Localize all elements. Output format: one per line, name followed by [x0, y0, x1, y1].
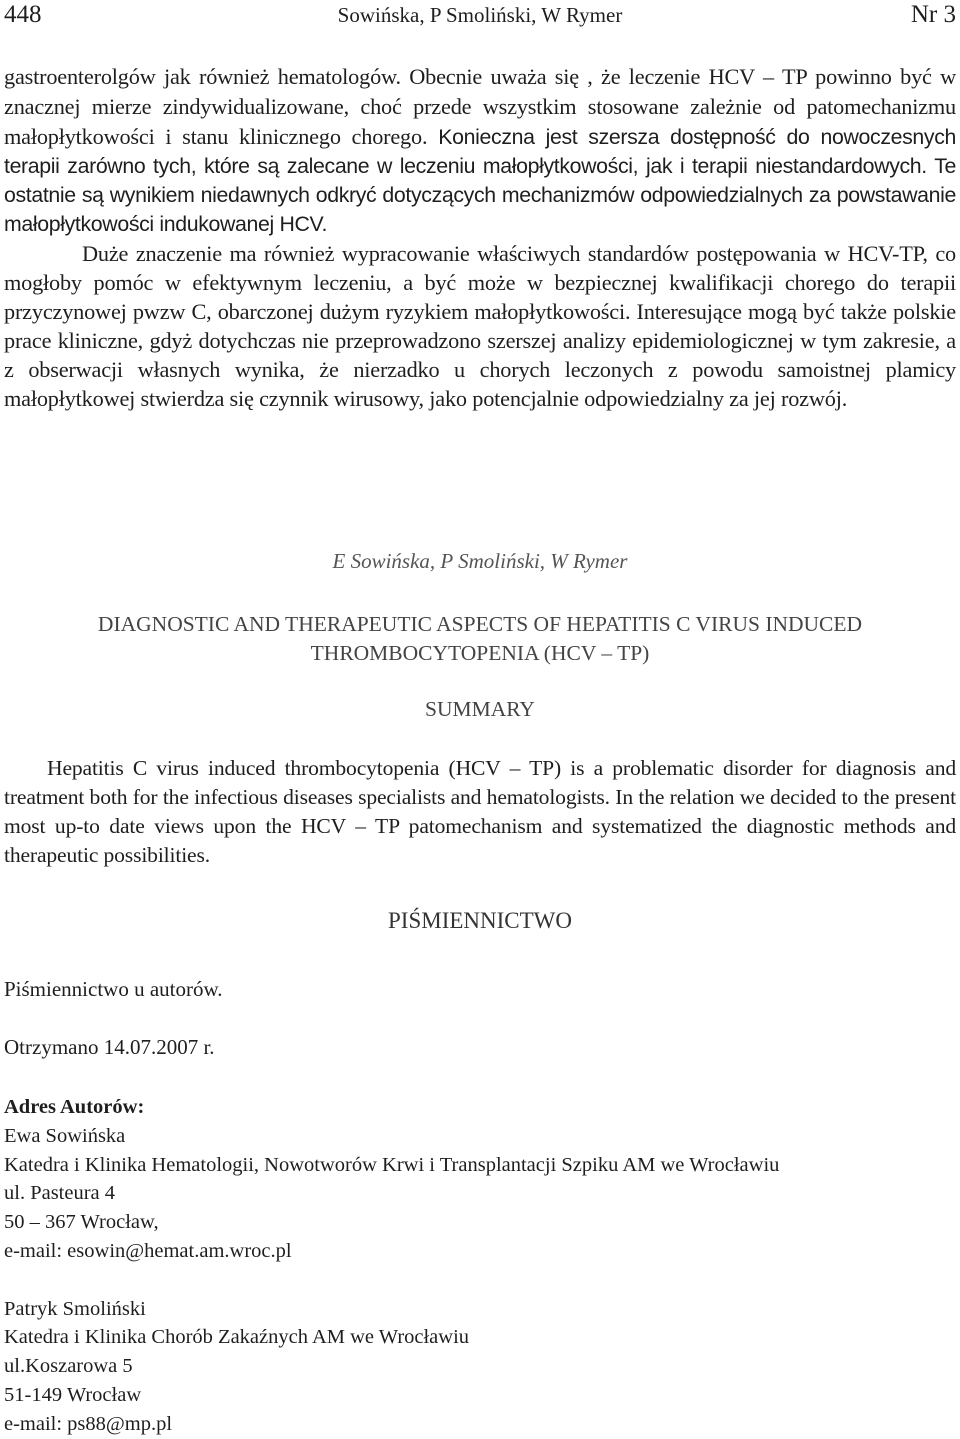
english-authors: E Sowińska, P Smoliński, W Rymer	[332, 549, 628, 573]
address-heading: Adres Autorów:	[4, 1096, 145, 1118]
author1-city: 50 – 367 Wrocław,	[4, 1211, 159, 1234]
bibliography-heading: PIŚMIENNICTWO	[388, 908, 572, 933]
author2-email: e-mail: ps88@mp.pl	[4, 1412, 173, 1435]
english-title-line-1: DIAGNOSTIC AND THERAPEUTIC ASPECTS OF HEPATITIS C VIRUS INDUCED	[97, 612, 863, 636]
received-date: Otrzymano 14.07.2007 r.	[4, 1035, 215, 1059]
bibliography-note: Piśmiennictwo u autorów.	[4, 977, 223, 1001]
body-paragraph-1	[4, 62, 956, 239]
author2-city: 51-149 Wrocław	[4, 1383, 142, 1406]
author2-street: ul.Koszarowa 5	[4, 1355, 133, 1378]
author1-department: Katedra i Klinika Hematologii, Nowotworów Krwi i Transplantacji Szpiku AM we Wrocławiu	[4, 1153, 780, 1176]
paragraph-1-sans-part: Konieczna jest szersza dostępność do nowoczesnych terapii zarówno tych, które są zalecane w leczeniu małopłytkowości, jak i terapii niestandardowych. Te ostatnie są wynikiem niedawnych odkryć dotyczących mechanizmów odpowiedzialnych za powstawanie małopłytkowości indukowanej HCV.	[4, 125, 957, 236]
author1-street: ul. Pasteura 4	[4, 1182, 116, 1205]
address-spacer	[4, 1266, 779, 1295]
page-number: 448	[4, 1, 42, 28]
author2-name: Patryk Smoliński	[4, 1297, 146, 1320]
author1-name: Ewa Sowińska	[4, 1124, 126, 1147]
body-paragraph-2: Duże znaczenie ma również wypracowanie właściwych standardów postępowania w HCV-TP, co mogłoby pomóc w efektywnym leczeniu, a być może w bezpiecznej kwalifikacji chorego do terapii przyczynowej pwzw C, obarczonej dużym ryzykiem małopłytkowości. Interesujące mogą być także polskie prace kliniczne, gdyż dotychczas nie przeprowadzono szerszej analizy epidemiologicznej w tym zakresie, a z obserwacji własnych wynika, że nierzadko u chorych leczonych z powodu samoistnej plamicy małopłytkowej stwierdza się czynnik wirusowy, jako potencjalnie odpowiedzialny za jej rozwój.	[4, 241, 956, 411]
issue-number: Nr 3	[910, 1, 956, 28]
summary-heading: SUMMARY	[425, 697, 535, 721]
english-title	[0, 610, 960, 668]
authors-address	[4, 1093, 779, 1439]
summary-block	[4, 754, 956, 870]
author1-email: e-mail: esowin@hemat.am.wroc.pl	[4, 1239, 292, 1262]
article-body	[4, 62, 956, 413]
running-authors: Sowińska, P Smoliński, W Rymer	[337, 3, 623, 27]
english-title-line-2: THROMBOCYTOPENIA (HCV – TP)	[310, 641, 650, 665]
running-header	[4, 0, 956, 34]
paragraph-1-serif-part: gastroenterolgów jak również hematologów. Obecnie uważa się , że leczenie HCV – TP powinno być w znacznej mierze zindywidualizowane, choć przede wszystkim stosowane zależnie od patomechanizmu małopłytkowości i stanu klinicznego chorego.	[4, 64, 956, 149]
summary-text: Hepatitis C virus induced thrombocytopenia (HCV – TP) is a problematic disorder for diagnosis and treatment both for the infectious diseases specialists and hematologists. In the relation we decided to the present most up-to date views upon the HCV – TP patomechanism and systematized the diagnostic methods and therapeutic possibilities.	[4, 756, 956, 867]
author2-department: Katedra i Klinika Chorób Zakaźnych AM we Wrocławiu	[4, 1326, 470, 1349]
